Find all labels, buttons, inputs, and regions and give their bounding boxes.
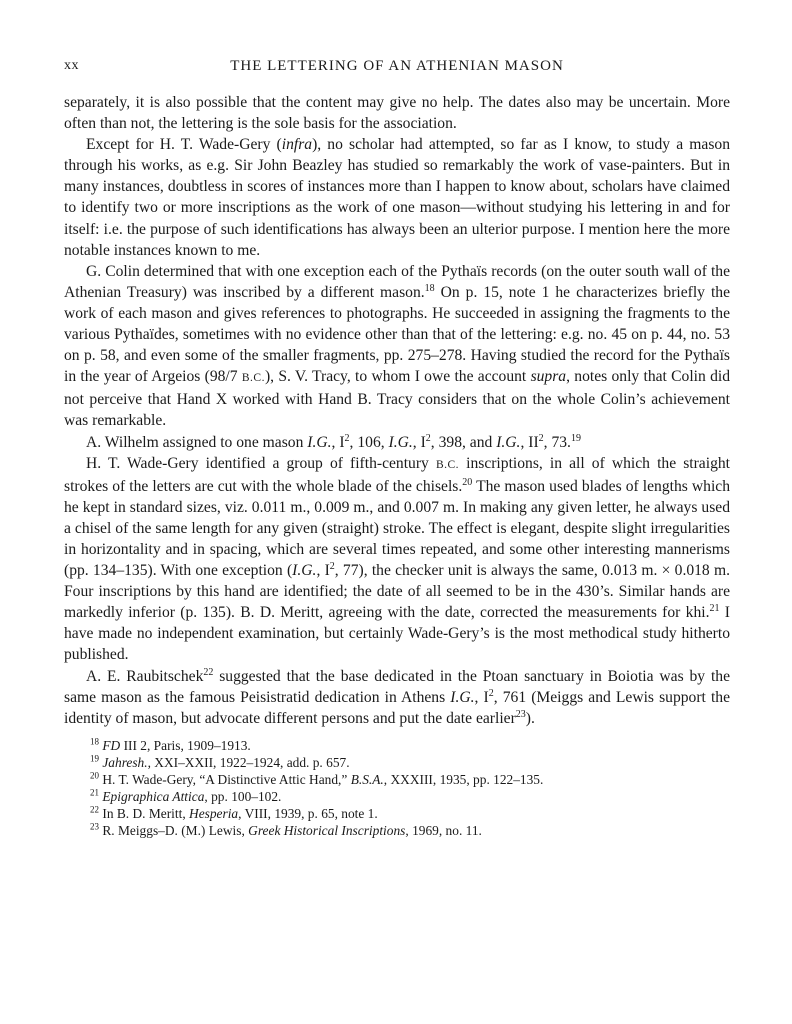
footnote-ref-21[interactable]: 21 bbox=[709, 603, 720, 615]
footnote-ref-22[interactable]: 22 bbox=[203, 666, 214, 678]
footnote-23: $^{23}$ R. Meiggs–D. (M.) Lewis, Greek Historical Inscriptions, 1969, no. 11. bbox=[90, 821, 482, 839]
paragraph-6: A. E. Raubitschek$^{22}$ suggested that the base dedicated in the Ptoan sanctuary in Boiotia was by the same mason as the famous Peisistratid dedication in Athens I.G., $I^2$, 761 (Meiggs and Lewis support the identity of mason, but advocate different persons and put the date earlier$^{23}$). bbox=[64, 666, 731, 727]
footnote-20: $^{20}$ H. T. Wade-Gery, “A Distinctive Attic Hand,” B.S.A., XXXIII, 1935, pp. 122–135. bbox=[90, 770, 544, 787]
paragraph-4: A. Wilhelm assigned to one mason I.G., $I^2$, 106, I.G., $I^2$, 398, and I.G., $II^2$, 73.19 bbox=[86, 432, 581, 451]
paragraph-5: H. T. Wade-Gery identified a group of fifth-century B.C. inscriptions, in all of which the straight strokes of the letters are cut with the whole blade of the chisels.$^{20}$ The mason used blades of lengths which he kept in standard sizes, viz. 0.011 m., 0.009 m., and 0.007 m. In making any given letter, he always used a chisel of the same length for any given (straight) stroke. The effect is elegant, despite slight irregularities in horizontality and in spacing, which are several times repeated, and some other interesting mannerisms (pp. 134–135). With one exception (I.G., $I^2$, 77), the checker unit is always the same, 0.013 m. × 0.018 m. Four inscriptions by this hand are identified; the date of all seemed to be in the 430’s. Similar hands are markedly inferior (p. 135). B. D. Meritt, agreeing with the date, corrected the measurements for khi.$^{21}$ I have made no independent examination, but certainly Wade-Gery’s is the most methodical study hitherto published. bbox=[64, 454, 731, 664]
paragraph-3: G. Colin determined that with one exception each of the Pythaïs records (on the outer south wall of the Athenian Treasury) was inscribed by a different mason.$^{18}$ On p. 15, note 1 he characterizes briefly the work of each mason and gives references to photographs. He succeeded in assigning the fragments to the various Pythaïdes, sometimes with no evidence other than that of the lettering: e.g. no. 45 on p. 44, no. 53 on p. 58, and even some of the smaller fragments, pp. 275–278. Having studied the record for the Pythaïs in the year of Argeios (98/7 B.C.), S. V. Tracy, to whom I owe the account supra, notes only that Colin did not perceive that Hand X worked with Hand B. Tracy considers that on the whole Colin’s achievement was remarkable. bbox=[64, 262, 731, 430]
footnotes bbox=[64, 737, 730, 840]
main-text bbox=[64, 92, 730, 729]
paragraph-1: separately, it is also possible that the content may give no help. The dates also may be uncertain. More often than not, the lettering is the sole basis for the association. bbox=[64, 94, 730, 133]
footnote-21: $^{21}$ Epigraphica Attica, pp. 100–102. bbox=[90, 787, 282, 805]
running-title: THE LETTERING OF AN ATHENIAN MASON bbox=[230, 58, 564, 74]
running-header bbox=[64, 56, 730, 80]
footnote-ref-20[interactable]: 20 bbox=[462, 476, 473, 488]
footnote-19: $^{19}$ Jahresh., XXI–XXII, 1922–1924, add. p. 657. bbox=[90, 753, 350, 770]
footnote-18: $^{18}$ FD III 2, Paris, 1909–1913. bbox=[90, 736, 251, 753]
footnote-ref-18[interactable]: 18 bbox=[424, 282, 435, 294]
footnote-22: $^{22}$ In B. D. Meritt, Hesperia, VIII, 1939, p. 65, note 1. bbox=[90, 804, 378, 822]
page bbox=[64, 56, 730, 839]
page-number: xx bbox=[64, 58, 79, 73]
footnote-ref-19[interactable]: 19 bbox=[570, 432, 581, 444]
paragraph-2: Except for H. T. Wade-Gery (infra), no scholar had attempted, so far as I know, to study a mason through his works, as e.g. Sir John Beazley has studied so remarkably the work of vase-painters. But in many instances, doubtless in scores of instances more than I happen to know about, scholars have claimed to identify two or more inscriptions as the work of one mason—without studying his lettering in and for itself: i.e. the purpose of such identifications has always been an ulterior purpose. I mention here the more notable instances known to me. bbox=[64, 136, 730, 259]
footnote-ref-23[interactable]: 23 bbox=[515, 708, 526, 720]
